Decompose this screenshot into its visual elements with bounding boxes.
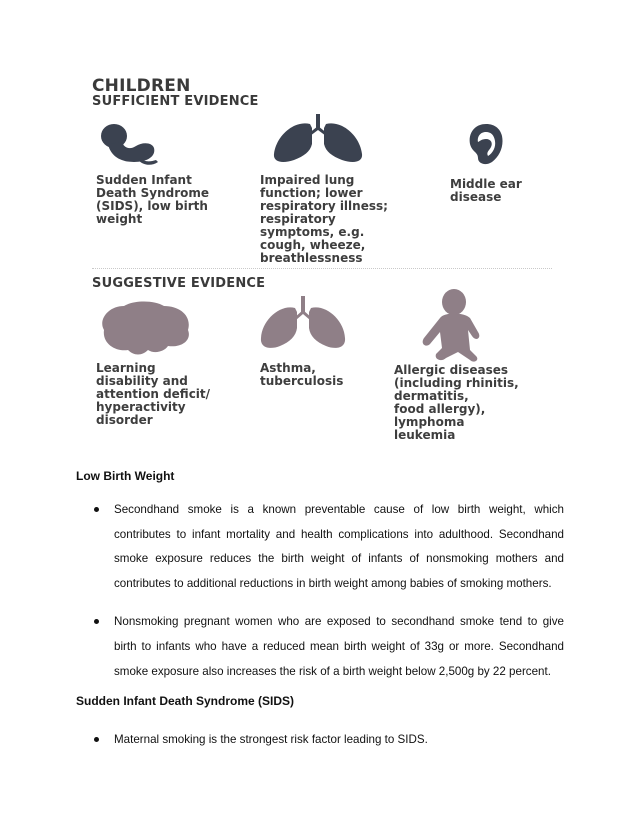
section-divider bbox=[92, 268, 552, 269]
infographic-title: CHILDREN bbox=[92, 76, 191, 96]
ear-icon bbox=[466, 122, 506, 166]
sids-label: Sudden Infant Death Syndrome (SIDS), low birth weight bbox=[96, 173, 210, 226]
middle-ear-label: Middle ear disease bbox=[450, 177, 522, 204]
section-title-sids: Sudden Infant Death Syndrome (SIDS) bbox=[76, 694, 295, 708]
children-evidence-infographic bbox=[84, 70, 554, 450]
list-item bbox=[76, 498, 564, 596]
asthma-label: Asthma, tuberculosis bbox=[260, 361, 344, 388]
learning-disability-label: Learning disability and attention deficit/ hyperactivity disorder bbox=[96, 361, 211, 427]
lungs-icon bbox=[270, 114, 366, 164]
brain-icon bbox=[94, 300, 194, 358]
sufficient-evidence-heading: SUFFICIENT EVIDENCE bbox=[92, 94, 259, 109]
bullet-icon bbox=[94, 507, 99, 512]
bullet-icon bbox=[94, 737, 99, 742]
list-item-text: Secondhand smoke is a known preventable cause of low birth weight, which contributes to infant mortality and health complications into adulthood. Secondhand smoke exposure reduces the birth weight of infants of nonsmoking mothers and contributes to additional reductions in birth weight among babies of smoking mothers. bbox=[114, 503, 564, 590]
list-item-text: Nonsmoking pregnant women who are exposed to secondhand smoke tend to give birth to infants who have a reduced mean birth weight of 33g or more. Secondhand smoke exposure also increases the risk of a birth weight below 2,500g by 22 percent. bbox=[114, 615, 564, 678]
bullet-icon bbox=[94, 619, 99, 624]
low-birth-weight-list bbox=[76, 498, 564, 684]
section-title-low-birth-weight: Low Birth Weight bbox=[76, 469, 175, 483]
list-item bbox=[76, 610, 564, 684]
list-item bbox=[76, 728, 564, 753]
allergic-diseases-label: Allergic diseases (including rhinitis, dermatitis, food allergy), lymphoma leukemia bbox=[394, 363, 519, 442]
lung-function-label: Impaired lung function; lower respiratory illness; respiratory symptoms, e.g. cough, wheeze, breathlessness bbox=[260, 173, 388, 265]
suggestive-evidence-heading: SUGGESTIVE EVIDENCE bbox=[92, 276, 266, 291]
list-item-text: Maternal smoking is the strongest risk factor leading to SIDS. bbox=[114, 733, 428, 746]
lungs-icon bbox=[258, 296, 348, 350]
fetus-icon bbox=[94, 120, 164, 168]
child-icon bbox=[414, 288, 500, 364]
sids-list bbox=[76, 728, 564, 753]
